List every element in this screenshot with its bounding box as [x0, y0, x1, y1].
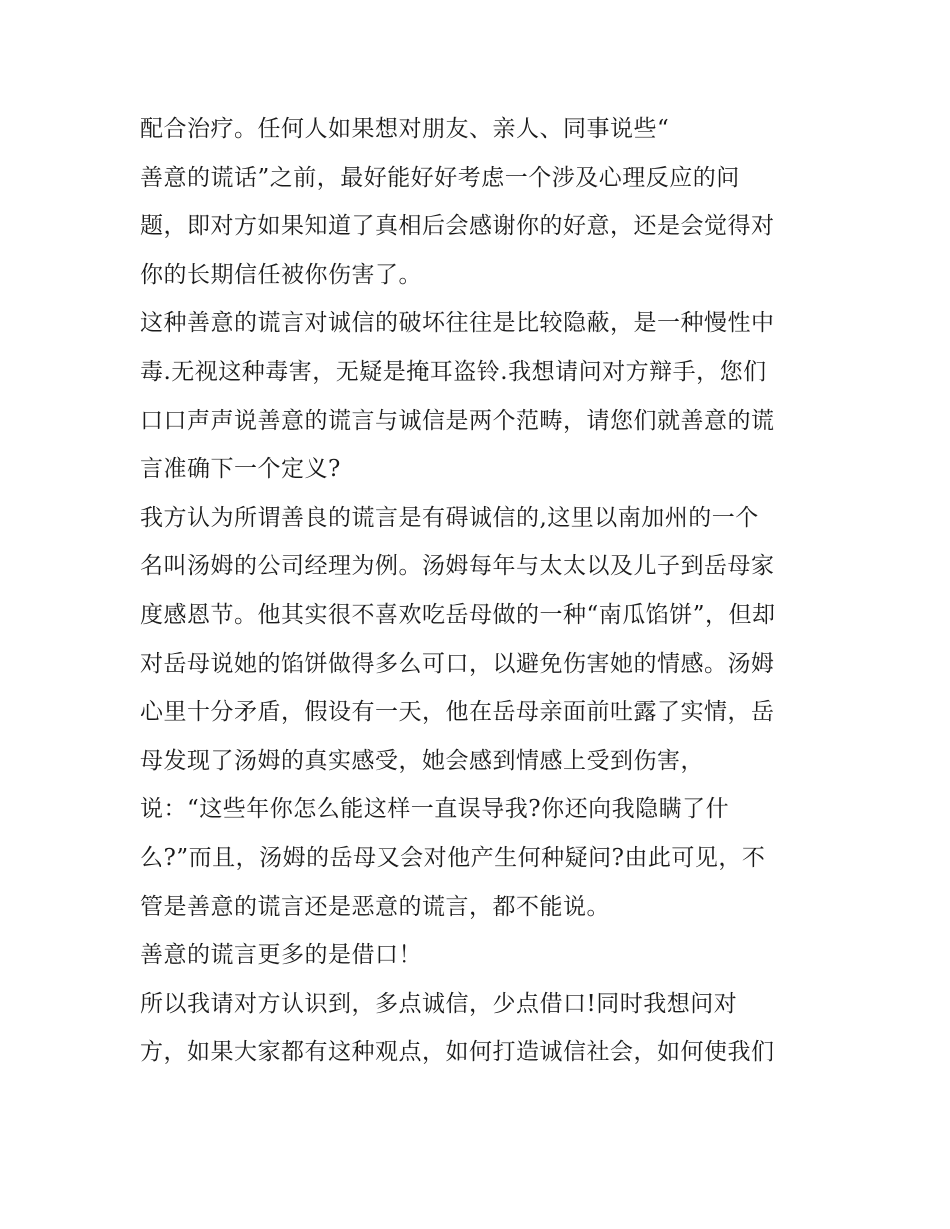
text-line: 这种善意的谎言对诚信的破坏往往是比较隐蔽，是一种慢性中: [140, 310, 775, 337]
text-line: 毒.无视这种毒害，无疑是掩耳盗铃.我想请问对方辩手，您们: [140, 358, 767, 385]
text-line: 名叫汤姆的公司经理为例。汤姆每年与太太以及儿子到岳母家: [140, 553, 775, 580]
text-line: 言准确下一个定义?: [140, 456, 341, 483]
text-line: 母发现了汤姆的真实感受，她会感到情感上受到伤害，: [140, 747, 704, 774]
text-line: 度感恩节。他其实很不喜欢吃岳母做的一种“南瓜馅饼”，但却: [140, 601, 776, 628]
text-line: 方，如果大家都有这种观点，如何打造诚信社会，如何使我们: [140, 1039, 775, 1066]
text-line: 心里十分矛盾，假设有一天，他在岳母亲面前吐露了实情，岳: [140, 699, 775, 726]
text-line: 口口声声说善意的谎言与诚信是两个范畴，请您们就善意的谎: [140, 407, 775, 434]
text-line: 题，即对方如果知道了真相后会感谢你的好意，还是会觉得对: [140, 213, 775, 240]
text-line: 你的长期信任被你伤害了。: [140, 261, 422, 288]
text-line: 所以我请对方认识到，多点诚信，少点借口!同时我想问对: [140, 990, 738, 1017]
text-line: 我方认为所谓善良的谎言是有碍诚信的,这里以南加州的一个: [140, 504, 759, 531]
text-line: 管是善意的谎言还是恶意的谎言，都不能说。: [140, 893, 610, 920]
text-line: 善意的谎话”之前，最好能好好考虑一个涉及心理反应的问: [140, 164, 740, 191]
text-line: 么?”而且，汤姆的岳母又会对他产生何种疑问?由此可见，不: [140, 844, 766, 871]
text-line: 善意的谎言更多的是借口！: [140, 942, 422, 969]
text-line: 配合治疗。任何人如果想对朋友、亲人、同事说些“: [140, 116, 670, 142]
text-line: 说：“这些年你怎么能这样一直误导我?你还向我隐瞒了什: [140, 796, 730, 823]
text-line: 对岳母说她的馅饼做得多么可口，以避免伤害她的情感。汤姆: [140, 650, 775, 677]
body-text: [140, 105, 830, 1077]
